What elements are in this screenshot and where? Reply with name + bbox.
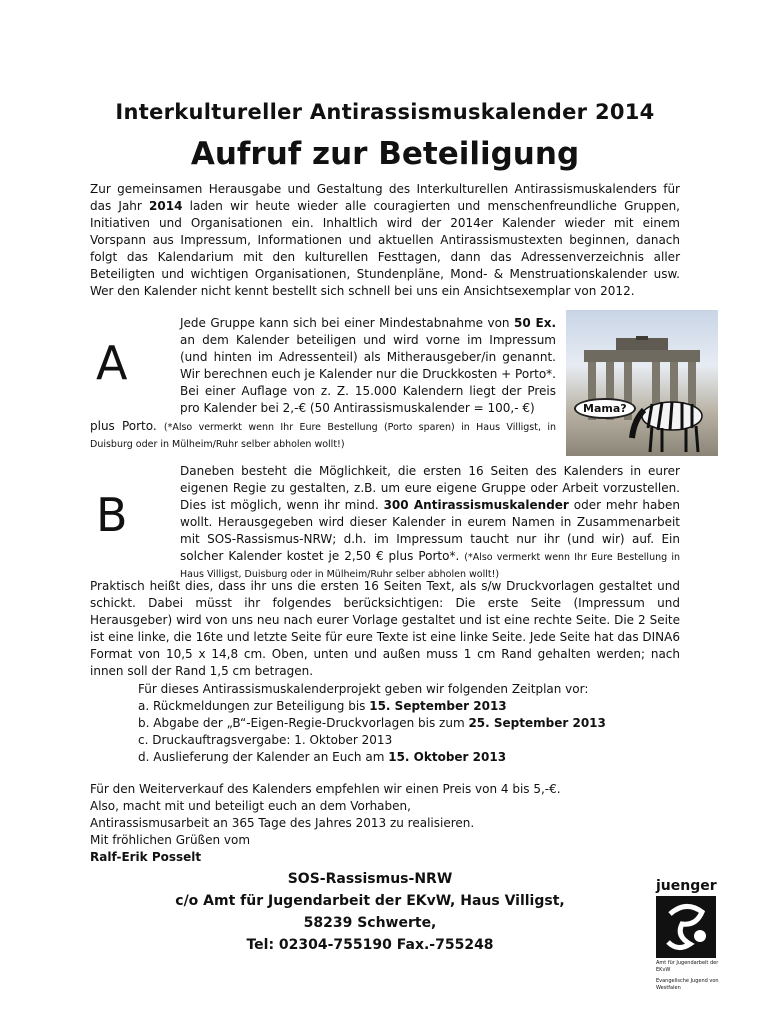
sender-name: Ralf-Erik Posselt: [90, 850, 202, 864]
brandenburg-gate-photo: [566, 310, 718, 456]
closing-line-4: Mit fröhlichen Grüßen vom: [90, 833, 251, 847]
option-b-text-1: Daneben besteht die Möglichkeit, die ersten 16 Seiten des Kalenders in eurer eigenen Regie zu gestalten, z.B. um eure eigene Gruppe oder Arbeit vorzustellen. Dies ist möglich, wenn ihr mind.: [180, 464, 680, 512]
schedule-d-text: d. Auslieferung der Kalender an Euch am: [138, 750, 389, 764]
intro-text-1: Zur gemeinsamen Herausgabe und Gestaltung des Interkulturellen Antirassismuskalenders für das Jahr: [90, 182, 680, 213]
schedule-item-c: c. Druckauftragsvergabe: 1. Oktober 2013: [138, 733, 393, 747]
option-b-paragraph: [180, 463, 680, 582]
schedule-list: [138, 681, 698, 766]
logo-caption-2: Evangelische Jugend von Westfalen: [656, 978, 719, 991]
schedule-intro: Für dieses Antirassismuskalenderprojekt geben wir folgenden Zeitplan vor:: [138, 682, 589, 696]
intro-paragraph: [90, 181, 680, 300]
intro-year: 2014: [149, 199, 183, 213]
schedule-item-d: [138, 749, 698, 766]
logo-name: juenger: [656, 878, 717, 894]
closing-line-1: Für den Weiterverkauf des Kalenders empfehlen wir einen Preis von 4 bis 5,-€.: [90, 782, 561, 796]
speech-bubble: Mama?: [574, 398, 636, 419]
option-a-paragraph: [180, 315, 556, 417]
logo-mark-icon: [656, 896, 716, 958]
option-b-text-2: oder mehr haben wollt. Herausgegeben wird dieser Kalender in eurem Namen in Zusammenarbeit mit SOS-Rassismus-NRW; d.h. im Impressum taucht nur ihr (und wir) auf. Ein solcher Kalender kostet je 2,50 € plus Porto*.: [180, 498, 680, 563]
address-org: SOS-Rassismus-NRW: [287, 871, 453, 887]
document-subtitle: Aufruf zur Beteiligung: [190, 136, 580, 172]
option-a-text-2: an dem Kalender beteiligen und wird vorne im Impressum (und hinten im Adressenteil) als Mitherausgeber/in genannt. Wir berechnen euch je Kalender nur die Druckkosten + Porto*. Bei einer Auflage von z. Z. 15.000 Kalendern liegt der Preis pro Kalender bei 2,-€ (50 Antirassismuskalender = 100,- €): [180, 333, 556, 415]
schedule-a-text: a. Rückmeldungen zur Beteiligung bis: [138, 699, 370, 713]
option-b-note: (*Also vermerkt wenn Ihr Eure Bestellung in Haus Villigst, Duisburg oder in Mülheim/Ruhr selber abholen wollt!): [180, 552, 680, 580]
schedule-d-date: 15. Oktober 2013: [388, 750, 507, 764]
schedule-item-a: [138, 698, 698, 715]
option-a-letter: A: [96, 336, 128, 390]
closing-line-3: Antirassismusarbeit an 365 Tage des Jahres 2013 zu realisieren.: [90, 816, 475, 830]
address-line-3: Tel: 02304-755190 Fax.-755248: [246, 937, 494, 953]
closing-block: [90, 781, 680, 866]
address-line-1: c/o Amt für Jugendarbeit der EKvW, Haus Villigst,: [175, 893, 565, 909]
option-a-note: (*Also vermerkt wenn Ihr Eure Bestellung (Porto sparen) in Haus Villigst, in Duisburg oder in Mülheim/Ruhr selber abholen wollt!): [90, 422, 557, 450]
schedule-b-date: 25. September 2013: [468, 716, 606, 730]
schedule-b-text: b. Abgabe der „B“-Eigen-Regie-Druckvorlagen bis zum: [138, 716, 469, 730]
address-line-2: 58239 Schwerte,: [303, 915, 437, 931]
option-b-letter: B: [96, 488, 128, 542]
practical-paragraph: Praktisch heißt dies, dass ihr uns die ersten 16 Seiten Text, als s/w Druckvorlagen gestaltet und schickt. Dabei müsst ihr folgendes berücksichtigen: Die erste Seite (Impressum und Herausgeber) wird von uns neu nach eurer Vorlage gestaltet und ist eine rechte Seite. Die 2 Seite ist eine linke, die 16te und letzte Seite für eure Texte ist eine linke Seite. Jede Seite hat das DINA6 Format von 10,5 x 14,8 cm. Oben, unten und außen muss 1 cm Rand gehalten werden; nach innen soll der Rand 1,5 cm betragen.: [90, 579, 680, 678]
option-a-text-3: plus Porto.: [90, 419, 164, 433]
juenger-logo: [656, 878, 722, 992]
schedule-item-b: [138, 715, 698, 732]
zebra-illustration: [628, 388, 714, 454]
intro-text-2: laden wir heute wieder alle couragierten und menschenfreundliche Gruppen, Initiativen und Organisationen ein. Inhaltlich wird der 2014er Kalender wieder mit einem Vorspann aus Impressum, Informationen und aktuellen Antirassismustexten beginnen, danach folgt das Kalendarium mit den kulturellen Festtagen, dann das Adressenverzeichnis aller Beteiligten und wichtigen Organisationen, Stundenpläne, Mond- & Menstruationskalender usw. Wer den Kalender nicht kennt bestellt sich schnell bei uns ein Ansichtsexemplar von 2012.: [90, 199, 680, 298]
option-b-count: 300 Antirassismuskalender: [383, 498, 569, 512]
option-a-minimum: 50 Ex.: [513, 316, 556, 330]
closing-line-2: Also, macht mit und beteiligt euch an dem Vorhaben,: [90, 799, 411, 813]
option-a-text-1: Jede Gruppe kann sich bei einer Mindestabnahme von: [180, 316, 514, 330]
document-title: Interkultureller Antirassismuskalender 2014: [115, 100, 655, 124]
logo-caption-1: Amt für Jugendarbeit der EKvW: [656, 960, 719, 973]
schedule-a-date: 15. September 2013: [369, 699, 507, 713]
address-block: [140, 868, 600, 956]
option-a-continuation: [90, 418, 556, 452]
